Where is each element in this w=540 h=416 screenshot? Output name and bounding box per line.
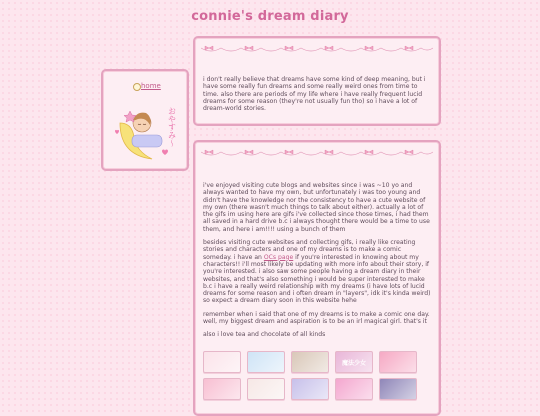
home-link[interactable]: home — [141, 82, 161, 90]
gif-tile — [335, 351, 373, 373]
about-panel — [193, 140, 441, 416]
gif-collection — [203, 351, 431, 400]
about-paragraph-2-start: besides visiting cute websites and collecting gifs, i really like creating stories and characters and one of my dreams is to make a comic someday. i have an — [203, 239, 416, 261]
intro-text: i don't really believe that dreams have some kind of deep meaning, but i have some really fun dreams and some really weird ones from time to time. also there are periods of my life where i have really frequent lucid dreams for some reason (they're not usually fun tho) so i have a lot of dream-world stories. — [203, 76, 426, 113]
gif-tile — [247, 351, 285, 373]
sidebar-panel — [101, 69, 189, 171]
intro-panel — [193, 36, 441, 126]
about-paragraph-2 — [203, 239, 431, 305]
bow-ribbon-divider-icon — [201, 146, 433, 160]
about-paragraph-2-end: if you're interested in knowing about my characters!! i'll most likely be updating with more info about their story, if you're interested. i also saw some people having a dream diary in their websites, and that's also something i would be super interested to make b.c i have a really weird relationship with my dreams (i have lots of lucid dreams for some reason and i often dream in "layers", idk it's kinda weird) so expect a dream diary soon in this website hehe — [203, 253, 431, 305]
ocs-page-link[interactable]: OCs page — [263, 253, 294, 261]
about-paragraph-1: i've enjoyed visiting cute blogs and websites since i was ~10 yo and always wanted to have my own, but unfortunately i was too young and didn't have the knowledge nor the consistency to have a cute website of my own (there wasn't much things to talk about either). actually a lot of the gifs im using here are gifs i've collected since those times, i had them all saved in a hard drive b.c i always thought there would be a time to use them, and here i am!!!! using a bunch of them — [203, 182, 430, 233]
mascot-text: おやすみ〜 — [167, 107, 177, 147]
gif-tile — [203, 378, 241, 400]
gif-tile — [291, 351, 329, 373]
gif-tile — [203, 351, 241, 373]
gif-tile — [247, 378, 285, 400]
home-bullet-icon — [133, 83, 141, 91]
about-paragraph-3: remember when i said that one of my dreams is to make a comic one day. well, my biggest dream and aspiration is to be an irl magical girl. that's it — [203, 310, 430, 326]
gif-tile — [379, 378, 417, 400]
gif-tile — [291, 378, 329, 400]
about-paragraph-4: also i love tea and chocolate of all kinds — [203, 331, 326, 339]
about-text — [203, 182, 431, 345]
site-title: connie's dream diary — [191, 9, 349, 24]
gif-tile — [379, 351, 417, 373]
magical-girl-banner-text: 魔法少女 — [341, 359, 366, 367]
bow-ribbon-divider-icon — [201, 42, 433, 56]
gif-tile — [335, 378, 373, 400]
sleeping-girl-on-moon-image — [106, 93, 184, 165]
